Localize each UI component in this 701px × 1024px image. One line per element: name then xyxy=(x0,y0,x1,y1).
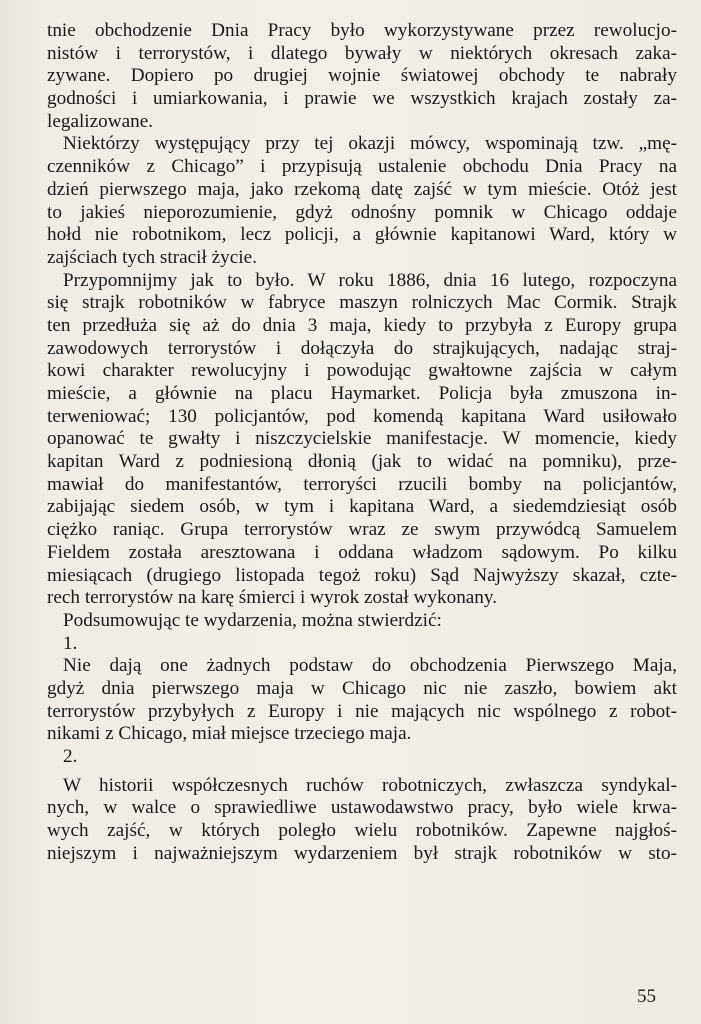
text-line: tnie obchodzenie Dnia Pracy było wykorzystywane przez rewolucjo- xyxy=(47,20,677,41)
text-line: Podsumowując te wydarzenia, można stwierdzić: xyxy=(63,609,442,631)
text-line: opanować te gwałty i niszczycielskie manifestacje. W momencie, kiedy xyxy=(47,428,677,450)
text-line: to jakieś nieporozumienie, gdyż odnośny pomnik w Chicago oddaje xyxy=(47,201,677,223)
text-line: kowi charakter rewolucyjny i powodując gwałtowne zajścia w całym xyxy=(47,360,677,382)
text-line: terrorystów przybyłych z Europy i nie mających nic wspólnego z robot- xyxy=(47,700,677,722)
text-line: W historii współczesnych ruchów robotniczych, zwłaszcza syndykal- xyxy=(63,774,677,796)
text-line: Przypomnijmy jak to było. W roku 1886, dnia 16 lutego, rozpoczyna xyxy=(63,269,677,291)
text-line: Nie dają one żadnych podstaw do obchodzenia Pierwszego Maja, xyxy=(63,655,677,677)
text-line: niejszym i najważniejszym wydarzeniem był strajk robotników w sto- xyxy=(47,842,677,864)
text-line: dzień pierwszego maja, jako rzekomą datę zajść w tym mieście. Otóż jest xyxy=(47,178,677,200)
text-line: mawiał do manifestantów, terroryści rzucili bomby na policjantów, xyxy=(47,473,677,495)
text-line: godności i umiarkowania, i prawie we wszystkich krajach zostały za- xyxy=(47,88,677,110)
body-text xyxy=(47,20,677,865)
text-line: gdyż dnia pierwszego maja w Chicago nic nie zaszło, bowiem akt xyxy=(47,677,677,699)
page-number: 55 xyxy=(637,986,656,1007)
text-line: hołd nie robotnikom, lecz policji, a głównie kapitanowi Ward, który w xyxy=(47,224,677,246)
text-line: kapitan Ward z podniesioną dłonią (jak to widać na pomniku), prze- xyxy=(47,451,677,473)
list-number: 1. xyxy=(63,632,78,654)
text-line: ten przedłuża się aż do dnia 3 maja, kiedy to przybyła z Europy grupa xyxy=(47,314,677,336)
text-line: zywane. Dopiero po drugiej wojnie światowej obchody te nabrały xyxy=(47,65,677,87)
text-line: nikami z Chicago, miał miejsce trzeciego maja. xyxy=(47,723,412,745)
text-line: terweniować; 130 policjantów, pod komendą kapitana Ward usiłowało xyxy=(47,405,677,427)
text-line: zajściach tych stracił życie. xyxy=(47,246,257,268)
text-line: nistów i terrorystów, i dlatego bywały w niektórych okresach zaka- xyxy=(47,42,677,64)
text-line: się strajk robotników w fabryce maszyn rolniczych Mac Cormik. Strajk xyxy=(47,292,677,314)
text-line: zawodowych terrorystów i dołączyła do strajkujących, nadając straj- xyxy=(47,337,677,359)
text-line: mieście, a głównie na placu Haymarket. Policja była zmuszona in- xyxy=(47,383,677,404)
text-line: Fieldem została aresztowana i oddana władzom sądowym. Po kilku xyxy=(47,541,677,563)
text-line: ciężko raniąc. Grupa terrorystów wraz ze swym przywódcą Samuelem xyxy=(47,519,677,541)
text-line: Niektórzy występujący przy tej okazji mówcy, wspominają tzw. „mę- xyxy=(63,133,677,155)
text-line: rech terrorystów na karę śmierci i wyrok został wykonany. xyxy=(47,587,498,609)
text-line: czenników z Chicago” i przypisują ustalenie obchodu Dnia Pracy na xyxy=(47,156,677,178)
text-line: miesiącach (drugiego listopada tegoż roku) Sąd Najwyższy skazał, czte- xyxy=(47,564,677,586)
list-number: 2. xyxy=(63,746,78,767)
text-line: wych zajść, w których poległo wielu robotników. Zapewne najgłoś- xyxy=(47,820,677,842)
text-line: legalizowane. xyxy=(47,110,154,132)
text-line: nych, w walce o sprawiedliwe ustawodawstwo pracy, było wiele krwa- xyxy=(47,797,677,819)
text-line: zabijając siedem osób, w tym i kapitana Ward, a siedemdziesiąt osób xyxy=(47,496,677,518)
